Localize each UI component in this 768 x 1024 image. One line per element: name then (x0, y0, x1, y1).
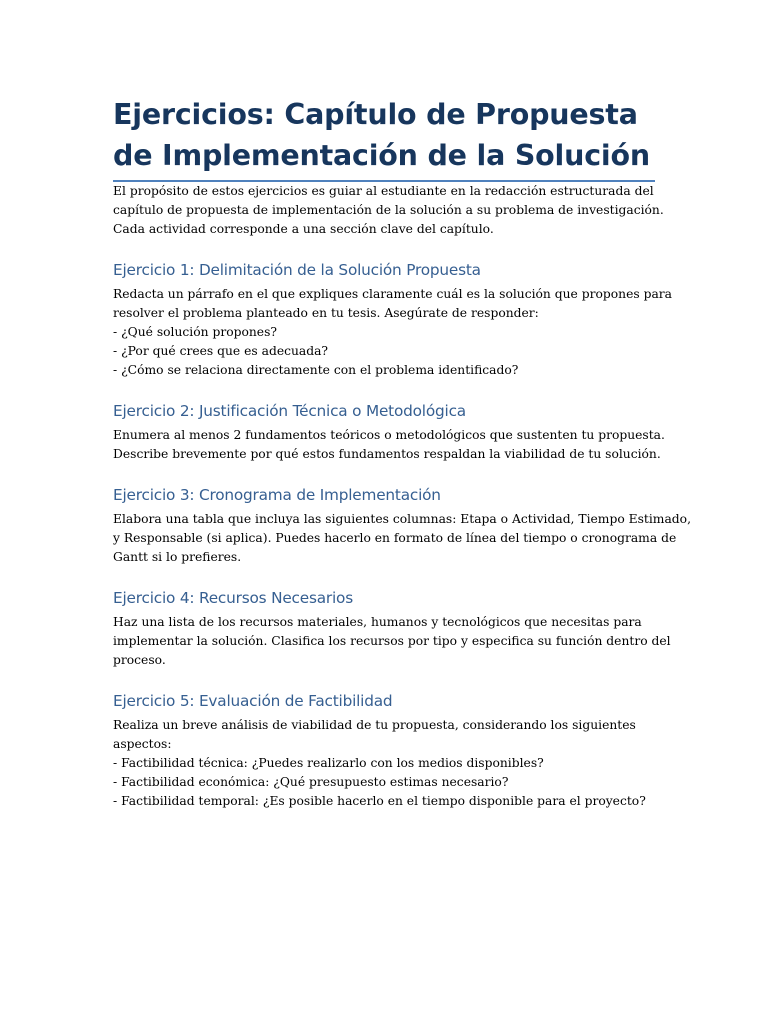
exercise-5 (113, 690, 655, 811)
exercise-4 (113, 587, 671, 670)
intro-line: capítulo de propuesta de implementación de la solución a su problema de investigación. (113, 203, 664, 217)
exercise-line: - ¿Cómo se relaciona directamente con el problema identificado? (113, 363, 519, 377)
exercise-5-heading: Ejercicio 5: Evaluación de Factibilidad (113, 692, 393, 710)
exercise-line: aspectos: (113, 737, 172, 751)
intro-line: El propósito de estos ejercicios es guiar al estudiante en la redacción estructurada del (113, 184, 654, 198)
exercise-3 (113, 484, 691, 567)
exercise-line: Enumera al menos 2 fundamentos teóricos o metodológicos que sustenten tu propuesta. (113, 428, 665, 442)
exercise-line: - Factibilidad económica: ¿Qué presupuesto estimas necesario? (113, 775, 509, 789)
exercise-line: - ¿Por qué crees que es adecuada? (113, 344, 329, 358)
exercise-1 (113, 259, 672, 380)
exercise-line: Haz una lista de los recursos materiales, humanos y tecnológicos que necesitas para (113, 615, 642, 629)
exercise-line: - Factibilidad técnica: ¿Puedes realizarlo con los medios disponibles? (113, 756, 544, 770)
exercise-2-heading: Ejercicio 2: Justificación Técnica o Metodológica (113, 402, 466, 420)
exercise-line: Elabora una tabla que incluya las siguientes columnas: Etapa o Actividad, Tiempo Estimado, (113, 512, 691, 526)
exercise-3-body (113, 510, 691, 567)
exercise-3-heading: Ejercicio 3: Cronograma de Implementación (113, 486, 441, 504)
exercise-line: proceso. (113, 653, 166, 667)
exercise-line: Redacta un párrafo en el que expliques claramente cuál es la solución que propones para (113, 287, 672, 301)
document-page (113, 94, 691, 811)
exercise-1-body (113, 285, 672, 380)
intro-paragraph (113, 182, 664, 239)
exercise-4-heading: Ejercicio 4: Recursos Necesarios (113, 589, 353, 607)
exercise-2 (113, 400, 665, 464)
exercise-line: Gantt si lo prefieres. (113, 550, 242, 564)
exercise-line: resolver el problema planteado en tu tesis. Asegúrate de responder: (113, 306, 539, 320)
exercise-line: - ¿Qué solución propones? (113, 325, 277, 339)
exercise-2-body (113, 426, 665, 464)
exercise-line: Describe brevemente por qué estos fundamentos respaldan la viabilidad de tu solución. (113, 447, 661, 461)
document-title: Ejercicios: Capítulo de Propuesta de Implementación de la Solución (113, 94, 655, 182)
exercise-4-body (113, 613, 671, 670)
intro-line: Cada actividad corresponde a una sección clave del capítulo. (113, 222, 494, 236)
exercise-line: - Factibilidad temporal: ¿Es posible hacerlo en el tiempo disponible para el proyecto? (113, 794, 646, 808)
exercise-line: implementar la solución. Clasifica los recursos por tipo y especifica su función dentro del (113, 634, 671, 648)
exercise-line: y Responsable (si aplica). Puedes hacerlo en formato de línea del tiempo o cronograma de (113, 531, 677, 545)
exercise-1-heading: Ejercicio 1: Delimitación de la Solución Propuesta (113, 261, 481, 279)
exercise-5-body (113, 716, 655, 811)
exercise-line: Realiza un breve análisis de viabilidad de tu propuesta, considerando los siguientes (113, 718, 636, 732)
